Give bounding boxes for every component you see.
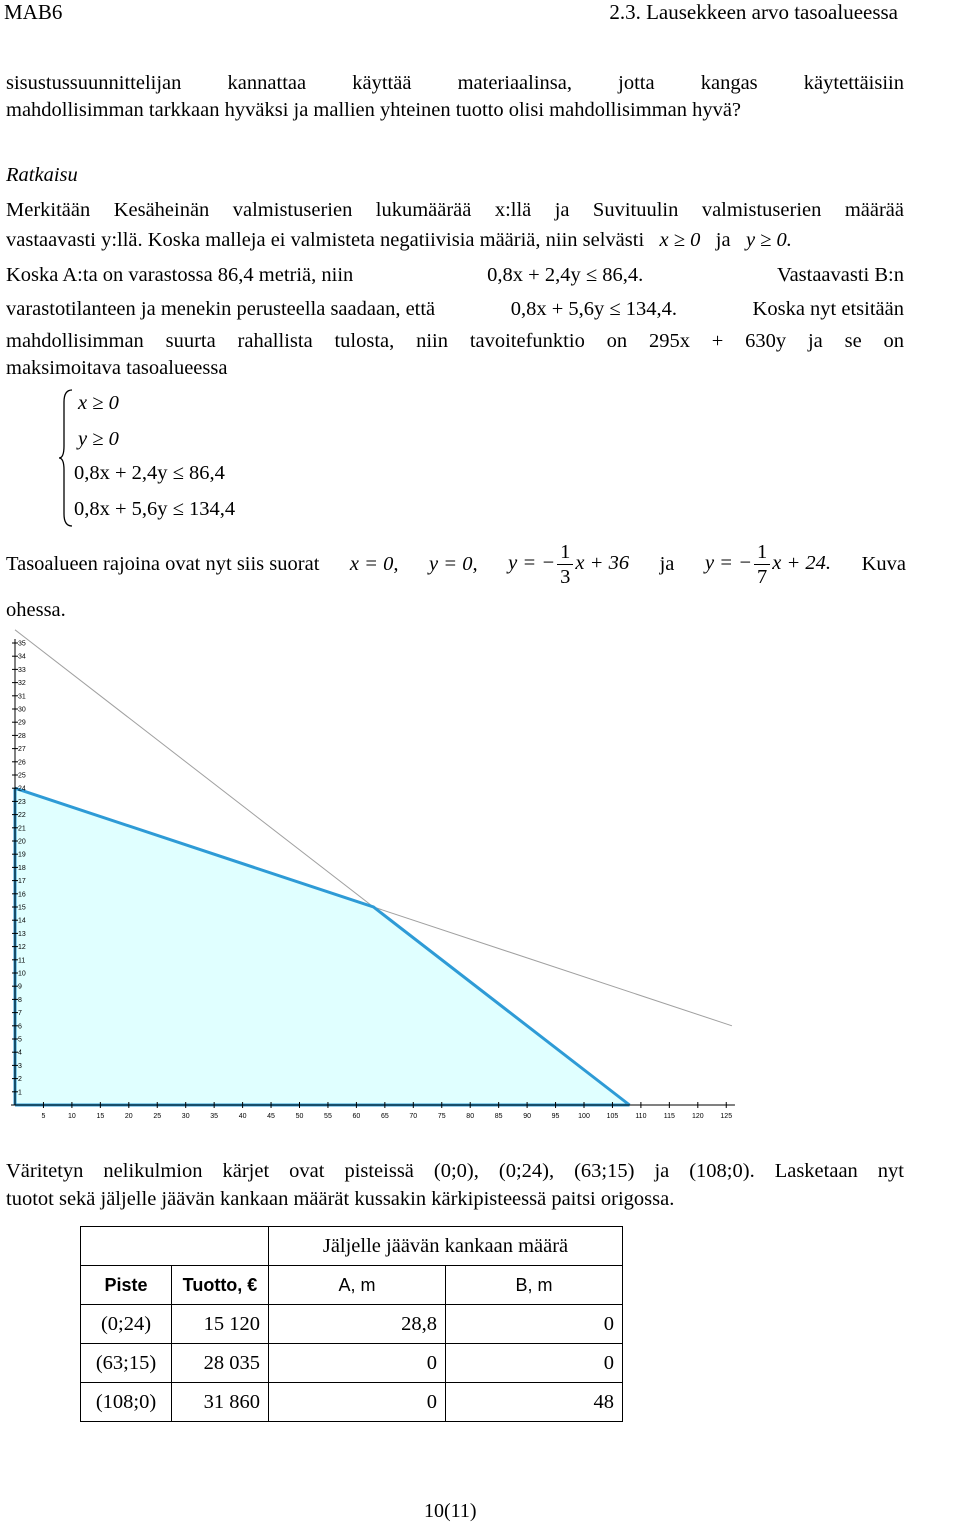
boundary-next-line: ohessa. [6, 599, 66, 621]
y-tick-label: 21 [18, 825, 26, 833]
x-tick-label: 15 [96, 1113, 105, 1120]
fraction-num: 1 [754, 540, 770, 565]
x-tick-label: 115 [663, 1113, 675, 1120]
x-tick-label: 80 [466, 1113, 475, 1120]
table-cell-tuotto: 28 035 [172, 1344, 269, 1383]
table-cell-piste: (108;0) [81, 1383, 172, 1422]
condition-y-nonneg: y ≥ 0. [745, 229, 792, 251]
system-brace [58, 388, 74, 535]
x-tick-label: 100 [578, 1113, 590, 1120]
vertices-line-2: tuotot sekä jäljelle jäävän kankaan määrät kussakin kärkipisteessä paitsi origossa. [6, 1188, 675, 1210]
y-tick-label: 5 [18, 1036, 22, 1044]
table-col-a: A, m [269, 1266, 446, 1305]
x-tick-label: 120 [691, 1113, 704, 1120]
fraction-one-seventh [754, 540, 770, 589]
table-cell-b: 48 [446, 1383, 623, 1422]
x-tick-label: 25 [153, 1113, 162, 1120]
y-tick-label: 22 [18, 812, 26, 820]
line-eq-3 [508, 540, 629, 589]
x-tick-label: 95 [551, 1113, 560, 1120]
y-tick-label: 26 [18, 759, 26, 767]
intro-line-2: mahdollisimman tarkkaan hyväksi ja mallien yhteinen tuotto olisi mahdollisimman hyvä? [6, 99, 742, 121]
table-cell-a: 0 [269, 1383, 446, 1422]
line-eq-3-lhs: y = − [508, 552, 556, 575]
left-brace-icon [58, 388, 74, 528]
intro-line-1: sisustussuunnittelijan kannattaa käyttää materiaalinsa, jotta kangas käytettäisiin [6, 72, 904, 94]
y-tick-label: 31 [18, 693, 26, 701]
x-tick-label: 90 [523, 1113, 531, 1120]
y-tick-label: 10 [18, 970, 26, 978]
table-empty-cell [172, 1227, 269, 1266]
line-eq-2: y = 0, [429, 553, 478, 575]
table-cell-piste: (63;15) [81, 1344, 172, 1383]
y-tick-label: 11 [18, 957, 26, 965]
table-row [81, 1305, 623, 1344]
header-course: MAB6 [4, 0, 63, 24]
table-row [81, 1344, 623, 1383]
solution-line-2-text: vastaavasti y:llä. Koska malleja ei valmisteta negatiivisia määriä, niin selvästi [6, 229, 645, 251]
y-tick-label: 4 [18, 1049, 22, 1057]
x-tick-label: 55 [324, 1113, 332, 1120]
table-cell-a: 28,8 [269, 1305, 446, 1344]
x-tick-label: 40 [238, 1113, 247, 1120]
line-eq-4 [705, 540, 831, 589]
x-tick-label: 20 [124, 1113, 133, 1120]
y-tick-label: 17 [18, 878, 26, 886]
solution-line-3 [6, 262, 904, 289]
y-tick-label: 33 [18, 666, 26, 674]
line-eq-3-rhs: x + 36 [575, 552, 630, 575]
solution-line-4-a: varastotilanteen ja menekin perusteella saadaan, että [6, 298, 436, 320]
y-tick-label: 34 [18, 653, 26, 661]
table-col-piste: Piste [81, 1266, 172, 1305]
table-cell-tuotto: 15 120 [172, 1305, 269, 1344]
x-tick-label: 10 [68, 1113, 76, 1120]
condition-x-nonneg: x ≥ 0 [659, 229, 701, 251]
y-tick-label: 18 [18, 864, 26, 872]
fraction-den: 7 [756, 566, 768, 588]
y-tick-label: 29 [18, 719, 26, 727]
boundary-ja: ja [659, 553, 675, 575]
boundary-prefix: Tasoalueen rajoina ovat nyt siis suorat [6, 553, 320, 575]
table-cell-b: 0 [446, 1305, 623, 1344]
vertices-line-1: Väritetyn nelikulmion kärjet ovat pisteissä (0;0), (0;24), (63;15) ja (108;0). Lasketaan nyt [6, 1160, 904, 1182]
x-tick-label: 125 [720, 1113, 733, 1120]
header-section-title: 2.3. Lausekkeen arvo tasoalueessa [609, 0, 898, 24]
table-cell-b: 0 [446, 1344, 623, 1383]
system-row-1: x ≥ 0 [78, 392, 119, 414]
line-eq-4-lhs: y = − [704, 552, 752, 575]
system-row-3: 0,8x + 2,4y ≤ 86,4 [74, 462, 225, 484]
y-tick-label: 35 [18, 640, 26, 648]
y-tick-label: 9 [18, 983, 22, 991]
x-tick-label: 75 [437, 1113, 446, 1120]
solution-line-4-b: Koska nyt etsitään [752, 298, 904, 320]
feasible-region [15, 785, 630, 1105]
y-tick-label: 32 [18, 680, 26, 688]
y-tick-label: 27 [18, 746, 26, 754]
solution-line-1: Merkitään Kesäheinän valmistuserien lukumäärää x:llä ja Suvituulin valmistuserien määrää [6, 199, 904, 221]
y-tick-label: 19 [18, 851, 26, 859]
results-table [80, 1226, 623, 1422]
table-col-b: B, m [446, 1266, 623, 1305]
y-tick-label: 1 [18, 1089, 22, 1097]
x-tick-label: 65 [380, 1113, 389, 1120]
solution-line-3-a: Koska A:ta on varastossa 86,4 metriä, niin [6, 264, 354, 286]
y-tick-label: 3 [18, 1062, 22, 1070]
x-tick-label: 35 [210, 1113, 219, 1120]
y-tick-label: 2 [18, 1076, 22, 1084]
y-tick-label: 23 [18, 798, 26, 806]
line-eq-1: x = 0, [349, 553, 399, 575]
y-tick-label: 30 [18, 706, 26, 714]
y-tick-label: 12 [18, 944, 26, 952]
solution-ja: ja [715, 229, 731, 251]
y-tick-label: 20 [18, 838, 26, 846]
x-tick-label: 50 [295, 1113, 304, 1120]
fraction-den: 3 [560, 566, 571, 588]
y-tick-label: 15 [18, 904, 26, 912]
feasible-region-chart [0, 628, 960, 1128]
y-tick-label: 28 [18, 732, 26, 740]
table-row [81, 1383, 623, 1422]
y-tick-label: 7 [18, 1010, 22, 1018]
y-tick-label: 6 [18, 1023, 22, 1031]
boundary-suffix: Kuva [861, 553, 906, 575]
x-tick-label: 5 [41, 1113, 46, 1120]
table-group-header: Jäljelle jäävän kankaan määrä [269, 1227, 623, 1266]
x-tick-label: 30 [181, 1113, 190, 1120]
x-tick-label: 70 [409, 1113, 418, 1120]
x-tick-label: 105 [606, 1113, 619, 1120]
table-header-row-1 [81, 1227, 623, 1266]
table-cell-piste: (0;24) [81, 1305, 172, 1344]
boundary-lines-sentence [6, 540, 906, 589]
y-tick-label: 14 [18, 917, 26, 925]
y-tick-label: 16 [18, 891, 26, 899]
solution-line-6: maksimoitava tasoalueessa [6, 357, 228, 379]
x-tick-label: 110 [635, 1113, 647, 1120]
table-col-tuotto: Tuotto, € [172, 1266, 269, 1305]
solution-line-2 [6, 227, 904, 254]
x-tick-label: 45 [267, 1113, 275, 1120]
table-empty-cell [81, 1227, 172, 1266]
y-tick-label: 13 [18, 930, 26, 938]
inequality-b: 0,8x + 5,6y ≤ 134,4. [510, 298, 678, 320]
fraction-one-third [557, 540, 573, 589]
y-tick-label: 24 [18, 785, 26, 793]
solution-line-4 [6, 296, 904, 323]
page-number: 10(11) [424, 1500, 477, 1522]
solution-line-3-b: Vastaavasti B:n [777, 264, 904, 286]
table-header-row-2 [81, 1266, 623, 1305]
system-row-4: 0,8x + 5,6y ≤ 134,4 [74, 498, 236, 520]
x-tick-label: 85 [494, 1113, 503, 1120]
line-eq-4-rhs: x + 24. [772, 552, 832, 575]
x-tick-label: 60 [352, 1113, 361, 1120]
solution-line-5: mahdollisimman suurta rahallista tulosta, niin tavoitefunktio on 295x + 630y ja se on [6, 330, 904, 352]
solution-heading: Ratkaisu [6, 164, 78, 186]
system-row-2: y ≥ 0 [78, 428, 119, 450]
table-cell-tuotto: 31 860 [172, 1383, 269, 1422]
y-tick-label: 8 [18, 996, 22, 1004]
fraction-num: 1 [557, 540, 573, 565]
table-cell-a: 0 [269, 1344, 446, 1383]
y-tick-label: 25 [18, 772, 26, 780]
inequality-a: 0,8x + 2,4y ≤ 86,4. [487, 264, 644, 286]
